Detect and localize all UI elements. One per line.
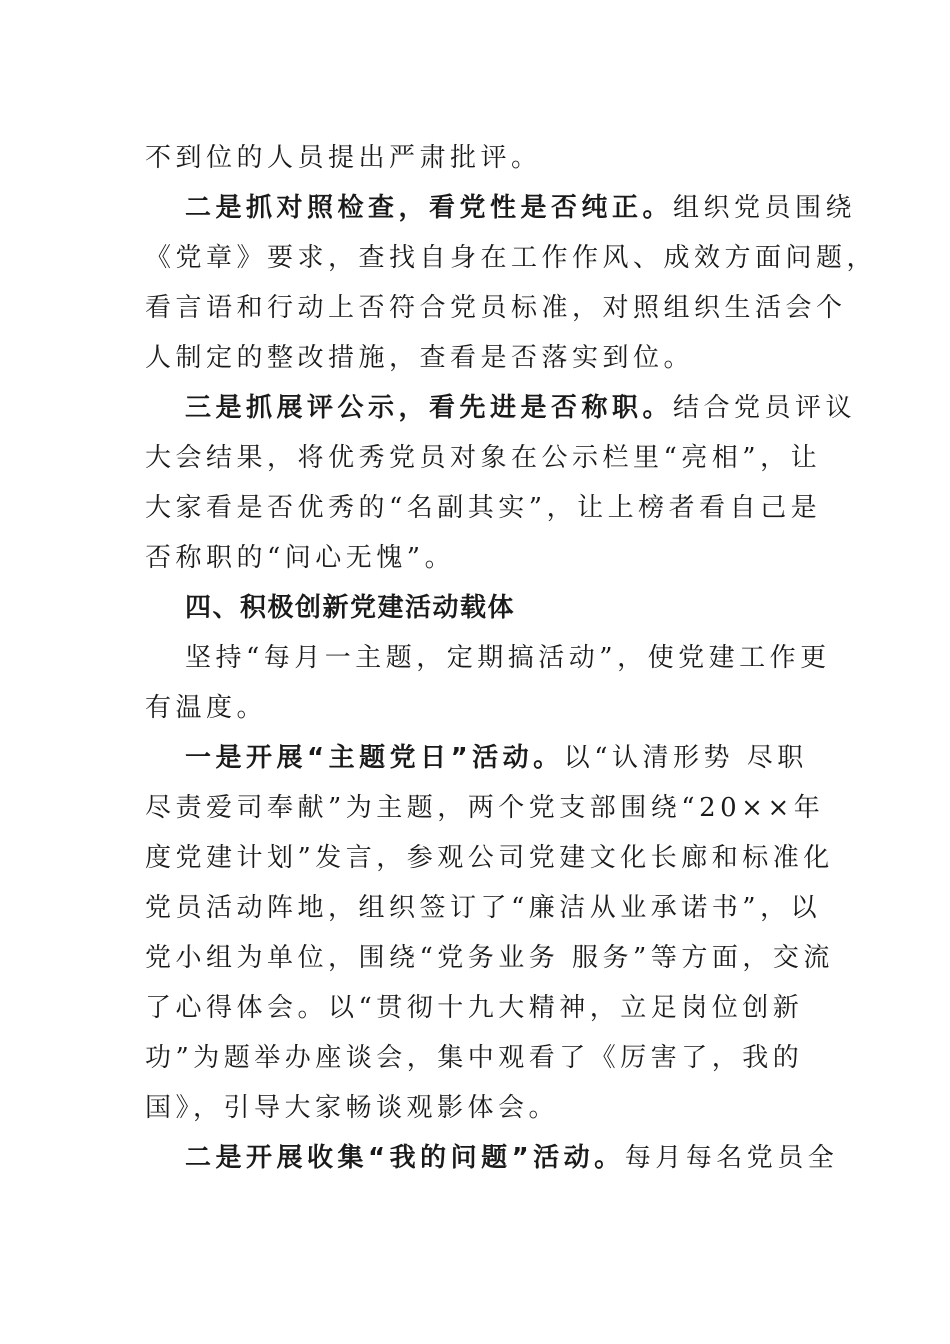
text-line: 《党章》要求，查找自身在工作作风、成效方面问题， xyxy=(145,243,878,273)
paragraph-lead: 一是开展“主题党日”活动。 xyxy=(185,743,564,773)
text-line: 功”为题举办座谈会，集中观看了《厉害了，我的 xyxy=(145,1043,804,1073)
text-line: 不到位的人员提出严肃批评。 xyxy=(145,143,542,173)
text-line: 国》，引导大家畅谈观影体会。 xyxy=(145,1093,560,1123)
paragraph-lead: 二是开展收集“我的问题”活动。 xyxy=(185,1143,625,1173)
text-line: 了心得体会。以“贯彻十九大精神，立足岗位创新 xyxy=(145,993,804,1023)
text-line: 否称职的“问心无愧”。 xyxy=(145,543,456,573)
text-line: 大会结果，将优秀党员对象在公示栏里“亮相”，让 xyxy=(145,443,822,473)
paragraph-start-line: 一是开展“主题党日”活动。以“认清形势 尽职 xyxy=(185,743,808,773)
paragraph-lead: 二是抓对照检查，看党性是否纯正。 xyxy=(185,193,674,223)
text-line: 有温度。 xyxy=(145,693,268,723)
text-line: 党小组为单位，围绕“党务业务 服务”等方面，交流 xyxy=(145,943,834,973)
text-line: 看言语和行动上否符合党员标准，对照组织生活会个 xyxy=(145,293,847,323)
paragraph-start-line: 三是抓展评公示，看先进是否称职。结合党员评议 xyxy=(185,393,857,423)
paragraph-start-line: 二是抓对照检查，看党性是否纯正。组织党员围绕 xyxy=(185,193,857,223)
text-line: 度党建计划”发言，参观公司党建文化长廊和标准化 xyxy=(145,843,834,873)
text-line: 大家看是否优秀的“名副其实”，让上榜者看自己是 xyxy=(145,493,822,523)
text-line: 人制定的整改措施，查看是否落实到位。 xyxy=(145,343,695,373)
text-line: 尽责爱司奉献”为主题，两个党支部围绕“20××年 xyxy=(145,793,825,823)
section-heading: 四、积极创新党建活动载体 xyxy=(185,593,516,623)
paragraph-lead: 三是抓展评公示，看先进是否称职。 xyxy=(185,393,674,423)
paragraph-start-line: 坚持“每月一主题，定期搞活动”，使党建工作更 xyxy=(185,643,831,673)
text-line: 党员活动阵地，组织签订了“廉洁从业承诺书”，以 xyxy=(145,893,822,923)
paragraph-start-line: 二是开展收集“我的问题”活动。每月每名党员全 xyxy=(185,1143,839,1173)
document-page xyxy=(145,133,878,1183)
